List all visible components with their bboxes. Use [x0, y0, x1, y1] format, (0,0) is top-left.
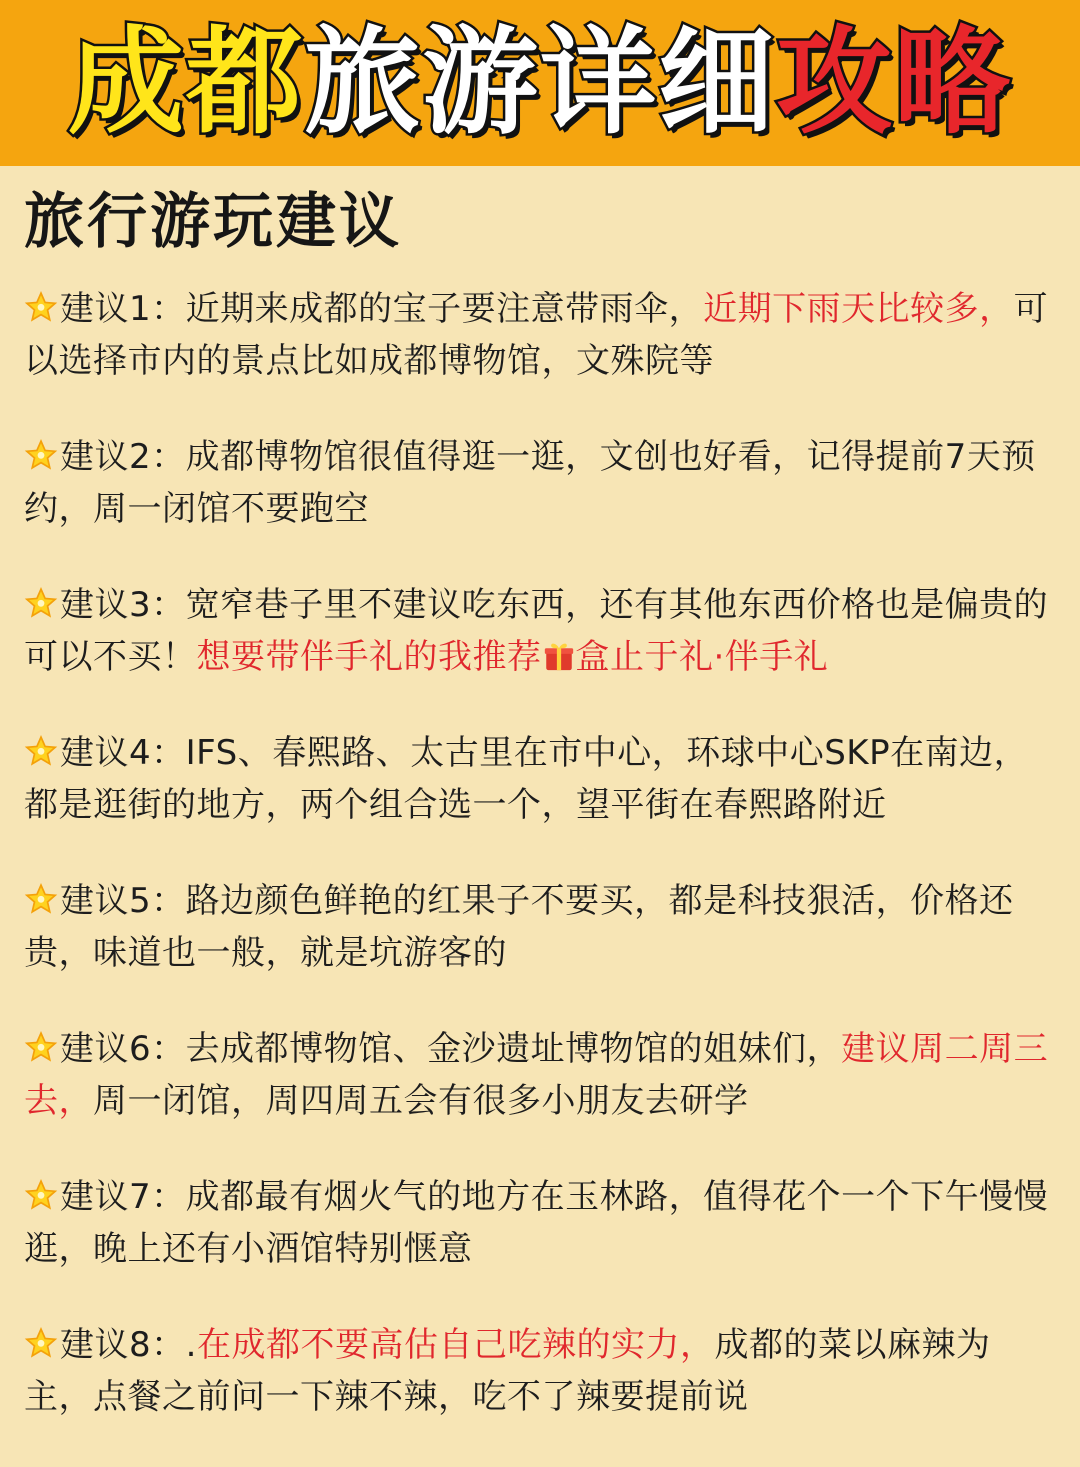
- title-part-travel-detail: 旅游详细: [304, 15, 776, 150]
- tips-list: [24, 283, 1056, 1467]
- tip-text: 宽窄巷子里不建议吃东西，还有其他东西价格也是偏贵的可以不买！: [24, 585, 1049, 677]
- title-banner: [0, 0, 1080, 166]
- tip-5: [24, 875, 1056, 979]
- tip-label: 建议2：: [60, 437, 186, 477]
- tip-1: [24, 283, 1056, 387]
- tip-text: 周一闭馆，周四周五会有很多小朋友去研学: [93, 1081, 749, 1121]
- tip-text: 路边颜色鲜艳的红果子不要买，都是科技狠活，价格还贵，味道也一般，就是坑游客的: [24, 881, 1014, 973]
- tip-text: 成都最有烟火气的地方在玉林路，值得花个一个下午慢慢逛，晚上还有小酒馆特别惬意: [24, 1177, 1049, 1269]
- tip-text: IFS、春熙路、太古里在市中心，环球中心SKP在南边，都是逛街的地方，两个组合选一个，望平街在春熙路附近: [24, 733, 1029, 825]
- title-part-chengdu: 成都: [68, 15, 304, 150]
- glowing-star-icon: [24, 735, 58, 769]
- glowing-star-icon: [24, 1031, 58, 1065]
- tip-6: [24, 1023, 1056, 1127]
- tip-label: 建议5：: [60, 881, 186, 921]
- glowing-star-icon: [24, 587, 58, 621]
- tip-text: 成都的菜以麻辣为主，点餐之前问一下辣不辣，吃不了辣要提前说: [24, 1325, 991, 1417]
- tip-2: [24, 431, 1056, 535]
- tip-text: .: [185, 1325, 197, 1365]
- page-title: [68, 15, 1012, 150]
- tip-3: [24, 579, 1056, 683]
- tip-label: 建议6：: [60, 1029, 186, 1069]
- tip-label: 建议8：: [60, 1325, 186, 1365]
- gift-icon: [542, 639, 576, 673]
- tip-4: [24, 727, 1056, 831]
- section-heading: 旅行游玩建议: [24, 187, 402, 257]
- tip-highlight: 在成都不要高估自己吃辣的实力，: [196, 1325, 715, 1365]
- tip-label: 建议4：: [60, 733, 186, 773]
- glowing-star-icon: [24, 1179, 58, 1213]
- tip-7: [24, 1171, 1056, 1275]
- tip-text: 近期来成都的宝子要注意带雨伞，: [185, 289, 704, 329]
- tip-label: 建议3：: [60, 585, 186, 625]
- tip-8: [24, 1319, 1056, 1423]
- tip-label: 建议1：: [60, 289, 186, 329]
- tip-text: 可以选择市内的景点比如成都博物馆，文殊院等: [24, 289, 1049, 381]
- tip-label: 建议7：: [60, 1177, 186, 1217]
- glowing-star-icon: [24, 439, 58, 473]
- glowing-star-icon: [24, 883, 58, 917]
- glowing-star-icon: [24, 291, 58, 325]
- tip-highlight: 想要带伴手礼的我推荐: [196, 637, 542, 677]
- glowing-star-icon: [24, 1327, 58, 1361]
- tip-highlight: 近期下雨天比较多，: [703, 289, 1014, 329]
- tip-text: 成都博物馆很值得逛一逛，文创也好看，记得提前7天预约，周一闭馆不要跑空: [24, 437, 1036, 529]
- tip-text: 去成都博物馆、金沙遗址博物馆的姐妹们，: [185, 1029, 842, 1069]
- tip-highlight: 盒止于礼·伴手礼: [575, 637, 829, 677]
- title-part-guide: 攻略: [776, 15, 1012, 150]
- tip-highlight: 建议周二周三去，: [24, 1029, 1049, 1121]
